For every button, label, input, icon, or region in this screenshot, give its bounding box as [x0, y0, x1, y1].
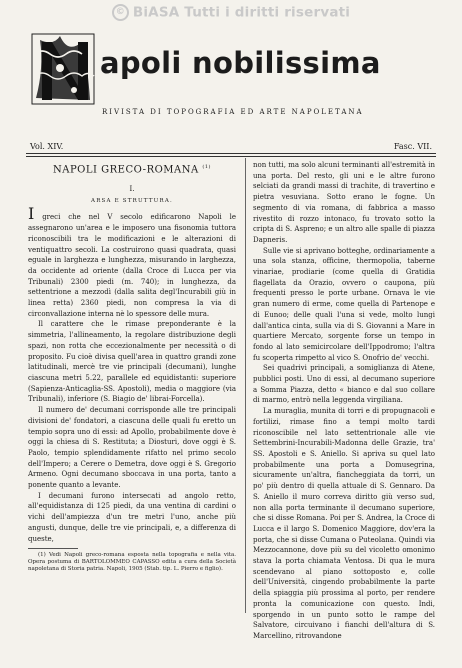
article-title — [28, 162, 236, 176]
fascicle-label: Fasc. VII. — [393, 142, 432, 151]
watermark — [0, 4, 462, 21]
footnote: (1) Vedi Napoli greco-romana esposta nella topografia e nella vita. Opera postuma di BARTOLOMMEO CAPASSO edita a cura della Società napoletana di Storia patria. Napoli, 1905 (Stab. tip. L. Pierro e figlio). — [28, 552, 236, 573]
paragraph-8: La muraglia, munita di torri e di propugnacoli e fortilizi, rimase fino a tempi molto tardi riconoscibile nel lato settentrionale alle vie Settembrini-Incurabili-Madonna delle Grazie, tra' SS. Apostoli e S. Aniello. Si apriva su quel lato probabilmente una porta a Domusegrina, sicuramente un'altra, fiancheggiata da torri, un po' più dentro di quella attuale di S. Gennaro. Da S. Aniello il muro correva diritto giù verso sud, non alla porta terminante il decumano superiore, che si disse Romana. Poi per S. Andrea, la Croce di Lucca e il largo S. Domenico Maggiore, dov'era la porta, che si disse Cumana o Puteolana. Quindi via Mezzocannone, dove più su del vicoletto omonimo stava la porta chiamata Ventosa. Di qua le mura scendevano al piano sottoposto e, colle dell'Università, cingendo probabilmente la parte della spiaggia più prossima al porto, per rendere pronta la comunicazione con questo. Indi, sporgendo in un punto sotto le rampe del Salvatore, circuivano i fianchi dell'altura di S. Marcellino, ritrovandone — [253, 407, 435, 640]
paragraph-3: Il numero de' decumani corrisponde alle tre principali divisioni de' fondatori, a ciascuna delle quali fu eretto un tempio sopra uno di essi: ad Apollo, probabilmente dove è oggi la chiesa di S. Restituta; a Diosturi, dove oggi è S. Paolo, tempio splendidamente rifatto nel primo secolo dell'Impero; a Cerere o Demetra, dove oggi è S. Gregorio Armeno. Ogni decumano sboccava in una porta, tanto a ponente quanto a levante. — [28, 406, 236, 490]
left-column — [28, 160, 236, 573]
column-separator — [245, 158, 246, 613]
paragraph-2: Il carattere che le rimase preponderante è la simmetria, l'allineamento, la regolare distribuzione degli spazi, non rotta che eccezionalmente per necessità o di proposito. Fu cioè divisa quell'area in quattro grandi zone latitudinali, mercè tre vie principali (decumani), lunghe ciascuna metri 5.22, parallele ed equidistanti: superiore (Sapienza-Anticaglia-SS. Apostoli), media o maggiore (via Tribunali), inferiore (S. Biagio de' librai-Forcella). — [28, 320, 236, 404]
decorated-initial-n-icon — [30, 28, 100, 108]
header-rule-bottom — [26, 156, 436, 157]
volume-label: Vol. XIV. — [30, 142, 64, 151]
article-title-note: (1) — [202, 164, 212, 170]
article-title-text: NAPOLI GRECO-ROMANA — [52, 164, 199, 176]
footnote-rule — [28, 548, 78, 549]
watermark-text: BiASA Tutti i diritti riservati — [132, 4, 351, 21]
masthead — [30, 28, 435, 128]
copyright-icon: © — [112, 4, 129, 21]
paragraph-4: I decumani furono intersecati ad angolo retto, all'equidistanza di 125 piedi, da una ventina di cardini o vichi dell'ampiezza d'un tre metri l'uno, anche più angusti, dunque, delle tre vie principali, e, a differenza di queste, — [28, 491, 236, 543]
paragraph-1: I greci che nel V secolo edificarono Napoli le assegnarono un'area e le imposero una fisonomia tuttora riconoscibili tra le modificazioni e le alterazioni di ventiquattro secoli. La costruirono quasi quadrata, quasi eguale in larghezza e lunghezza, misurando in larghezza, da occidente ad oriente (dalla Croce di Lucca per via Tribunali) 2300 piedi (m. 740); in lunghezza, da settentrione a mezzodì (dalla salita degl'Incurabili giù in linea retta) 2360 piedi, non compresa la via di circonvallazione interna nè lo spessore delle mura. — [28, 204, 236, 318]
section-number: I. — [129, 185, 135, 194]
paragraph-5: non tutti, ma solo alcuni terminanti all'estremità in una porta. Del resto, gli uni e le altre furono selciati da grandi massi di trachite, di travertino e pietra vesuviana. Sotto erano le fogne. Un segmento di via romana, di fabbrica a masso rivestito di rozzo intonaco, fu trovato sotto la cripta di S. Aspreno; e un altro alle spalle di piazza Dapneris. — [253, 161, 435, 244]
header-rule-top — [26, 153, 436, 154]
paragraph-6: Sulle vie si aprivano botteghe, ordinariamente a una sola stanza, officine, thermopolia, taberne vinariae, prodiarie (come quella di Gratidia flagellata da Orazio, ovvero o caupona, più frequenti presso le porte urbane. Ornava le vie gran numero di erme, come quella di Partenope e di Eunoo; delle quali l'una si vede, molto lungi dall'antica cinta, sulla via di S. Giovanni a Mare in quartiere Mercato, sorgente forse un tempo in fondo al lato semicircolare dell'Ippodromo; l'altra fu scoperta rimpetto al vico S. Onofrio de' vecchi. — [253, 246, 435, 362]
right-column — [253, 160, 435, 642]
paragraph-7: Sei quadrivi principali, a somiglianza di Atene, pubblici posti. Uno di essi, al decumano superiore a Somma Piazza, detto « bianco e dal suo collare di marmo, entrò nella leggenda virgiliana. — [253, 364, 435, 405]
section-title: ARSA E STRUTTURA. — [91, 197, 173, 204]
drop-cap: I — [28, 204, 35, 224]
masthead-title: apoli nobilissima — [100, 46, 381, 80]
masthead-subtitle: RIVISTA DI TOPOGRAFIA ED ARTE NAPOLETANA — [102, 108, 364, 116]
